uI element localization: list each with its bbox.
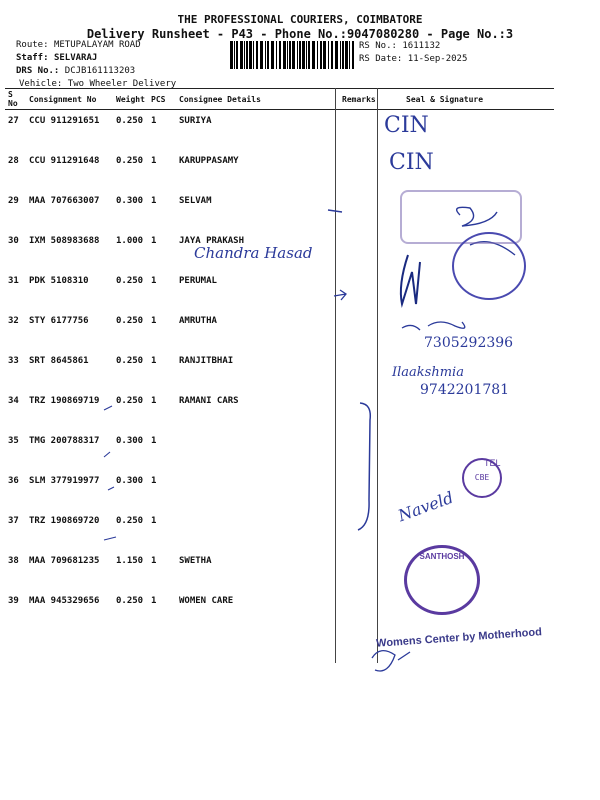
cell-sno: 32 [8, 316, 19, 326]
stamp-tel-text: TEL [484, 458, 501, 468]
round-stamp-cbe: CBE [462, 458, 502, 498]
cell-consignee: KARUPPASAMY [179, 156, 239, 166]
cell-weight: 1.000 [116, 236, 144, 246]
cell-consignee: RAMANI CARS [179, 396, 239, 406]
remarks-divider-left [335, 88, 336, 663]
cell-consignee: JAYA PRAKASH [179, 236, 245, 246]
cell-consignment: CCU 911291648 [29, 156, 100, 166]
cell-weight: 0.250 [116, 516, 144, 526]
cell-weight: 0.300 [116, 476, 144, 486]
col-sno: S No [5, 89, 26, 110]
rs-date-value: 11-Sep-2025 [407, 54, 468, 64]
cell-weight: 0.300 [116, 196, 144, 206]
rs-no-line: RS No.: 1611132 [359, 41, 441, 51]
cell-remarks [339, 470, 382, 510]
rs-no-value: 1611132 [402, 41, 441, 51]
cell-sno: 34 [8, 396, 19, 406]
cell-pcs: 1 [151, 396, 157, 406]
cell-pcs: 1 [151, 556, 157, 566]
cell-remarks [339, 270, 382, 310]
cell-weight: 0.250 [116, 396, 144, 406]
cell-pcs: 1 [151, 436, 157, 446]
cell-sno: 38 [8, 556, 19, 566]
cell-consignee [176, 430, 339, 470]
cell-sno: 28 [8, 156, 19, 166]
cell-consignment: SLM 377919977 [29, 476, 100, 486]
handwritten-cin-2: CIN [389, 150, 434, 175]
cell-pcs: 1 [151, 516, 157, 526]
cell-consignment: PDK 5108310 [29, 276, 89, 286]
cell-consignee [176, 470, 339, 510]
cell-pcs: 1 [151, 196, 157, 206]
cell-consignment: SRT 8645861 [29, 356, 89, 366]
staff-value: SELVARAJ [53, 53, 98, 63]
staff-line: Staff: SELVARAJ [16, 53, 98, 63]
handwritten-cin-1: CIN [384, 113, 429, 138]
col-pcs: PCS [148, 89, 176, 110]
cell-consignment: MAA 945329656 [29, 596, 100, 606]
cell-sno: 33 [8, 356, 19, 366]
cell-sno: 39 [8, 596, 19, 606]
santhosh-stamp: SANTHOSH [404, 545, 480, 615]
cell-consignee: SELVAM [179, 196, 212, 206]
cell-remarks [339, 430, 382, 470]
cell-sno: 31 [8, 276, 19, 286]
cell-consignee: WOMEN CARE [179, 596, 234, 606]
cell-weight: 1.150 [116, 556, 144, 566]
rs-date-line: RS Date: 11-Sep-2025 [359, 54, 468, 64]
cell-remarks [339, 310, 382, 350]
cell-weight: 0.250 [116, 116, 144, 126]
table-row [5, 150, 554, 190]
cell-sno: 35 [8, 436, 19, 446]
meta-right [359, 40, 467, 66]
cell-pcs: 1 [151, 476, 157, 486]
company-title: THE PROFESSIONAL COURIERS, COIMBATORE [177, 13, 423, 26]
cell-remarks [339, 350, 382, 390]
cell-consignee: SWETHA [179, 556, 212, 566]
runsheet-title: Delivery Runsheet - P43 - Phone No.:9047080280 - Page No.:3 [86, 27, 514, 41]
cell-consignment: TRZ 190869719 [29, 396, 100, 406]
cell-weight: 0.250 [116, 356, 144, 366]
drs-line: DRS No.: DCJB161113203 [16, 66, 136, 76]
remarks-divider-right [377, 88, 378, 663]
cell-remarks [339, 150, 382, 190]
table-row [5, 110, 554, 151]
col-consignment: Consignment No [26, 89, 113, 110]
cell-consignee: RANJITBHAI [179, 356, 234, 366]
cell-consignment: MAA 707663007 [29, 196, 100, 206]
route-line: Route: METUPALAYAM ROAD [16, 40, 141, 50]
handwritten-name-note: Ilaakshmia [392, 365, 464, 380]
cell-consignment: MAA 709681235 [29, 556, 100, 566]
womens-center-stamp: Womens Center by Motherhood [375, 626, 543, 650]
cell-consignment: STY 6177756 [29, 316, 89, 326]
cell-weight: 0.250 [116, 156, 144, 166]
col-seal: Seal & Signature [382, 89, 554, 110]
handwritten-phone-2: 9742201781 [420, 382, 510, 398]
cell-remarks [339, 110, 382, 151]
route-value: METUPALAYAM ROAD [53, 40, 141, 50]
cell-remarks [339, 230, 382, 270]
cell-remarks [339, 550, 382, 590]
meta-left [16, 39, 176, 91]
cell-consignment: IXM 508983688 [29, 236, 100, 246]
cell-sno: 27 [8, 116, 19, 126]
cell-pcs: 1 [151, 276, 157, 286]
table-row [5, 510, 554, 550]
cell-weight: 0.300 [116, 436, 144, 446]
vehicle-value: Two Wheeler Delivery [67, 79, 177, 89]
handwritten-signature-36: Naveld [395, 487, 456, 526]
drs-value: DCJB161113203 [64, 66, 136, 76]
col-weight: Weight [113, 89, 148, 110]
cell-pcs: 1 [151, 116, 157, 126]
cell-consignee: AMRUTHA [179, 316, 217, 326]
handwritten-phone-1: 7305292396 [424, 335, 514, 351]
col-remarks: Remarks [339, 89, 382, 110]
cell-remarks [339, 390, 382, 430]
cell-pcs: 1 [151, 156, 157, 166]
cell-sno: 36 [8, 476, 19, 486]
cell-pcs: 1 [151, 316, 157, 326]
col-consignee: Consignee Details [176, 89, 339, 110]
cell-remarks [339, 190, 382, 230]
cell-pcs: 1 [151, 356, 157, 366]
cell-sno: 29 [8, 196, 19, 206]
cell-sno: 37 [8, 516, 19, 526]
cell-consignment: TMG 200788317 [29, 436, 100, 446]
cell-consignee: PERUMAL [179, 276, 217, 286]
cell-weight: 0.250 [116, 276, 144, 286]
cell-consignment: CCU 911291651 [29, 116, 100, 126]
handwritten-consignee-note: Chandra Hasad [194, 244, 313, 262]
round-stamp-31 [452, 232, 526, 300]
cell-consignee [176, 510, 339, 550]
barcode [230, 41, 356, 69]
cell-consignment: TRZ 190869720 [29, 516, 100, 526]
cell-remarks [339, 590, 382, 630]
cell-remarks [339, 510, 382, 550]
cell-weight: 0.250 [116, 596, 144, 606]
cell-pcs: 1 [151, 596, 157, 606]
cell-sno: 30 [8, 236, 19, 246]
vehicle-line: Vehicle: Two Wheeler Delivery [19, 79, 177, 89]
cell-consignee: SURIYA [179, 116, 212, 126]
cell-pcs: 1 [151, 236, 157, 246]
cell-weight: 0.250 [116, 316, 144, 326]
table-header-row [5, 89, 554, 110]
